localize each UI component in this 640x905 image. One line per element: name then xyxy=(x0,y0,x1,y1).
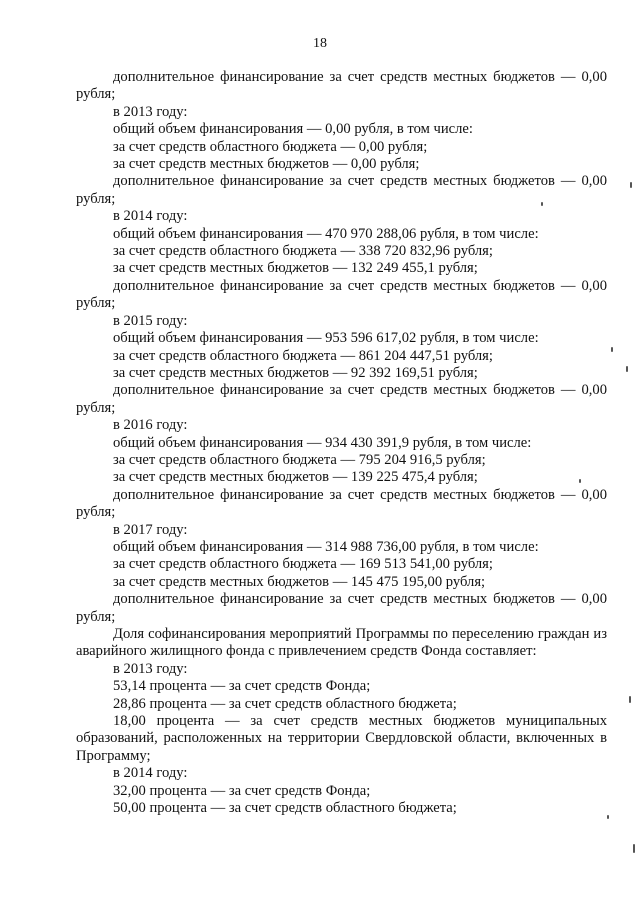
paragraph: в 2015 году: xyxy=(113,312,188,329)
paragraph: за счет средств местных бюджетов — 145 475 195,00 рубля; xyxy=(113,573,486,590)
paragraph: дополнительное финансирование за счет средств местных бюджетов — 0,00 рубля; xyxy=(76,486,607,521)
paragraph: за счет средств местных бюджетов — 132 249 455,1 рубля; xyxy=(113,260,478,277)
paragraph: дополнительное финансирование за счет средств местных бюджетов — 0,00 рубля; xyxy=(76,382,607,416)
scan-mark xyxy=(611,347,613,352)
paragraph: Доля софинансирования мероприятий Программы по переселению граждан из аварийного жилищного фонда с привлечением средств Фонда составляет: xyxy=(76,626,607,660)
scan-mark xyxy=(579,479,581,483)
paragraph: 18,00 процента — за счет средств местных бюджетов муниципальных образований, расположенных на территории Свердловской области, включенных в Программу; xyxy=(76,713,607,764)
scan-mark xyxy=(633,844,635,853)
scan-mark xyxy=(607,815,609,819)
paragraph: за счет средств местных бюджетов — 0,00 рубля; xyxy=(113,156,420,173)
paragraph: общий объем финансирования — 953 596 617,02 рубля, в том числе: xyxy=(113,330,539,347)
paragraph: 32,00 процента — за счет средств Фонда; xyxy=(113,782,371,799)
paragraph: за счет средств областного бюджета — 338 720 832,96 рубля; xyxy=(113,243,493,260)
paragraph: общий объем финансирования — 314 988 736,00 рубля, в том числе: xyxy=(113,538,539,555)
paragraph: за счет средств областного бюджета — 861 204 447,51 рубля; xyxy=(113,347,493,364)
paragraph: в 2016 году: xyxy=(113,417,188,434)
page-number: 18 xyxy=(313,36,327,51)
paragraph: 50,00 процента — за счет средств областного бюджета; xyxy=(113,800,457,817)
paragraph: за счет средств областного бюджета — 795 204 916,5 рубля; xyxy=(113,451,486,468)
paragraph: 28,86 процента — за счет средств областного бюджета; xyxy=(113,695,457,712)
paragraph: общий объем финансирования — 470 970 288,06 рубля, в том числе: xyxy=(113,225,539,242)
paragraph: дополнительное финансирование за счет средств местных бюджетов — 0,00 рубля; xyxy=(76,277,607,312)
scan-mark xyxy=(626,366,628,372)
paragraph: в 2017 году: xyxy=(113,521,188,538)
paragraph: в 2013 году: xyxy=(113,660,188,677)
paragraph: дополнительное финансирование за счет средств местных бюджетов — 0,00 рубля; xyxy=(76,69,607,103)
scan-mark xyxy=(541,202,543,206)
paragraph: в 2014 году: xyxy=(113,765,188,782)
paragraph: общий объем финансирования — 0,00 рубля, в том числе: xyxy=(113,121,473,138)
paragraph: общий объем финансирования — 934 430 391,9 рубля, в том числе: xyxy=(113,434,532,451)
paragraph: за счет средств местных бюджетов — 139 225 475,4 рубля; xyxy=(113,469,478,486)
paragraph: дополнительное финансирование за счет средств местных бюджетов — 0,00 рубля; xyxy=(76,173,607,207)
scan-mark xyxy=(630,182,632,188)
paragraph: за счет средств местных бюджетов — 92 392 169,51 рубля; xyxy=(113,364,478,381)
paragraph: дополнительное финансирование за счет средств местных бюджетов — 0,00 рубля; xyxy=(76,591,607,625)
paragraph: в 2014 году: xyxy=(113,208,188,225)
document-body xyxy=(76,69,607,817)
paragraph: 53,14 процента — за счет средств Фонда; xyxy=(113,678,371,695)
paragraph: за счет средств областного бюджета — 169 513 541,00 рубля; xyxy=(113,556,493,573)
scan-mark xyxy=(629,696,631,703)
paragraph: за счет средств областного бюджета — 0,00 рубля; xyxy=(113,138,428,155)
paragraph: в 2013 году: xyxy=(113,103,188,120)
